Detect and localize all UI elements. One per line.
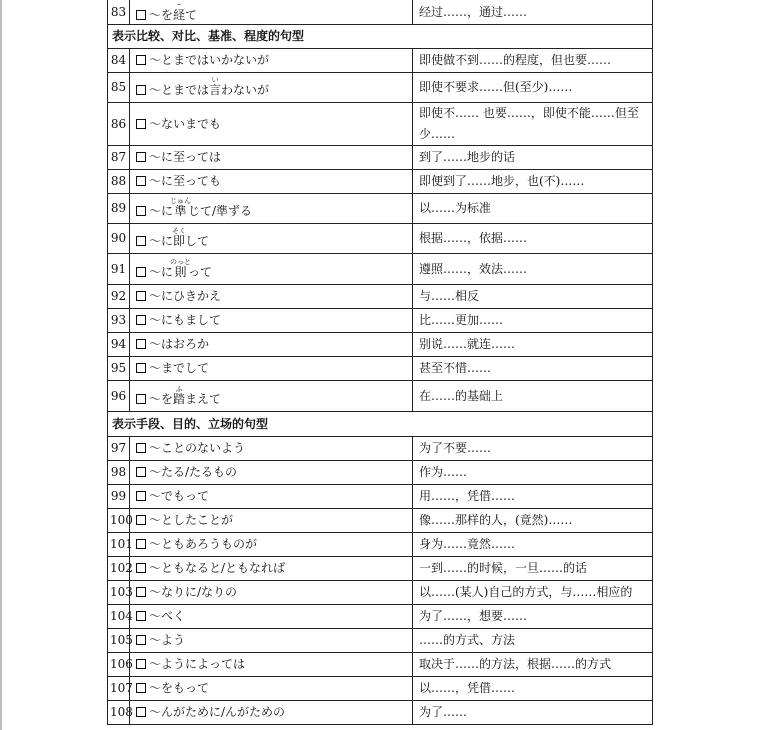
checkbox[interactable] — [136, 315, 146, 325]
checkbox[interactable] — [136, 152, 146, 162]
row-number: 107 — [108, 677, 130, 701]
meaning: 一到……的时候，一旦……的话 — [413, 557, 653, 581]
meaning: 经过……，通过…… — [413, 0, 653, 25]
table-row — [108, 677, 653, 701]
ruby-reading: そく — [172, 227, 187, 235]
row-number: 85 — [108, 73, 130, 103]
table-row — [108, 103, 653, 146]
table-row — [108, 285, 653, 309]
grammar-expression — [130, 605, 413, 629]
expression-text-tail: て — [185, 8, 198, 22]
table-row — [108, 381, 653, 412]
checkbox[interactable] — [136, 539, 146, 549]
table-row — [108, 485, 653, 509]
row-number: 84 — [108, 49, 130, 73]
row-number: 99 — [108, 485, 130, 509]
grammar-expression — [130, 333, 413, 357]
row-number: 101 — [108, 533, 130, 557]
grammar-expression — [130, 509, 413, 533]
grammar-expression — [130, 194, 413, 224]
table-row — [108, 509, 653, 533]
row-number: 103 — [108, 581, 130, 605]
table-row — [108, 309, 653, 333]
grammar-expression — [130, 103, 413, 146]
meaning: 为了不要…… — [413, 437, 653, 461]
checkbox[interactable] — [136, 119, 146, 129]
meaning: 与……相反 — [413, 285, 653, 309]
meaning: 即使做不到……的程度，但也要…… — [413, 49, 653, 73]
row-number: 102 — [108, 557, 130, 581]
expression-text: ～をもって — [149, 681, 210, 695]
ruby-reading: い — [209, 76, 222, 84]
expression-text: ～ともなると/ともなれば — [149, 561, 286, 575]
table-row — [108, 194, 653, 224]
checkbox[interactable] — [136, 85, 146, 95]
expression-text: ～にひきかえ — [149, 289, 222, 303]
section-header-row — [108, 25, 653, 49]
expression-text: ～はおろか — [149, 337, 210, 351]
table-row — [108, 73, 653, 103]
checkbox[interactable] — [136, 587, 146, 597]
expression-text-tail: まえて — [185, 391, 222, 406]
expression-text: ～に至っても — [149, 174, 222, 188]
grammar-expression — [130, 254, 413, 285]
expression-text: ～でもって — [149, 489, 210, 503]
expression-text: ～んがために/んがための — [149, 705, 286, 719]
grammar-expression — [130, 461, 413, 485]
grammar-expression — [130, 146, 413, 170]
meaning: 为了…… — [413, 701, 653, 725]
table-row — [108, 224, 653, 254]
page-left-edge — [0, 0, 2, 730]
ruby-base: 則 — [170, 264, 191, 279]
expression-ruby — [173, 384, 186, 406]
checkbox[interactable] — [136, 443, 146, 453]
row-number: 94 — [108, 333, 130, 357]
table-row — [108, 701, 653, 725]
table-row — [108, 333, 653, 357]
meaning: 以……为标准 — [413, 194, 653, 224]
ruby-base: 踏 — [173, 391, 186, 406]
checkbox[interactable] — [136, 55, 146, 65]
ruby-base: 即 — [172, 234, 187, 248]
row-number: 93 — [108, 309, 130, 333]
ruby-reading: のっと — [170, 257, 191, 266]
checkbox[interactable] — [136, 339, 146, 349]
meaning-line-1: 即使不…… 也要……，即使不能……但至 — [419, 106, 639, 120]
expression-text: ～たる/たるもの — [149, 465, 238, 479]
row-number: 83 — [108, 0, 130, 25]
expression-text: ～に — [149, 234, 174, 248]
row-number: 91 — [108, 254, 130, 285]
table-row — [108, 653, 653, 677]
meaning: 到了……地步的话 — [413, 146, 653, 170]
grammar-expression — [130, 73, 413, 103]
checkbox[interactable] — [136, 659, 146, 669]
expression-text-tail: って — [187, 264, 212, 279]
grammar-expression — [130, 49, 413, 73]
table-row — [108, 581, 653, 605]
table-row — [108, 49, 653, 73]
section-title: 表示比较、对比、基准、程度的句型 — [108, 25, 653, 49]
meaning: 以……(某人)自己的方式，与……相应的 — [413, 581, 653, 605]
grammar-expression — [130, 381, 413, 412]
expression-text: ～よう — [149, 633, 186, 647]
expression-text: ～としたことが — [149, 513, 234, 527]
expression-text: ～ないまでも — [149, 116, 222, 131]
row-number: 95 — [108, 357, 130, 381]
meaning: 即便到了……地步，也(不)…… — [413, 170, 653, 194]
row-number: 90 — [108, 224, 130, 254]
meaning: 像……那样的人，(竟然)…… — [413, 509, 653, 533]
meaning: ……的方式、方法 — [413, 629, 653, 653]
grammar-expression — [130, 0, 413, 25]
grammar-expression — [130, 485, 413, 509]
grammar-expression — [130, 357, 413, 381]
expression-text: ～ようによっては — [149, 657, 246, 671]
row-number: 106 — [108, 653, 130, 677]
checkbox[interactable] — [136, 394, 146, 404]
table-row — [108, 461, 653, 485]
meaning: 比……更加…… — [413, 309, 653, 333]
grammar-expression — [130, 701, 413, 725]
grammar-table-body — [108, 0, 653, 725]
grammar-expression — [130, 677, 413, 701]
expression-text-tail: じて/準ずる — [188, 204, 253, 218]
grammar-expression — [130, 653, 413, 677]
checkbox[interactable] — [136, 491, 146, 501]
ruby-reading: ふ — [173, 384, 186, 393]
grammar-expression — [130, 285, 413, 309]
checkbox[interactable] — [136, 176, 146, 186]
checkbox[interactable] — [136, 635, 146, 645]
checkbox[interactable] — [136, 515, 146, 525]
checkbox[interactable] — [136, 707, 146, 717]
expression-text: ～までして — [149, 361, 210, 375]
meaning: 取决于……的方法，根据……的方式 — [413, 653, 653, 677]
row-number: 104 — [108, 605, 130, 629]
ruby-base: 経 — [173, 8, 186, 22]
row-number: 89 — [108, 194, 130, 224]
meaning — [413, 103, 653, 146]
table-row — [108, 146, 653, 170]
table-row — [108, 357, 653, 381]
ruby-base: 準 — [170, 204, 191, 218]
meaning: 身为……竟然…… — [413, 533, 653, 557]
ruby-reading: ⌢ — [173, 0, 186, 8]
row-number: 98 — [108, 461, 130, 485]
checkbox[interactable] — [136, 206, 146, 216]
table-row — [108, 629, 653, 653]
checkbox[interactable] — [136, 236, 146, 246]
expression-ruby — [209, 76, 222, 97]
expression-text: ～に至っては — [149, 150, 222, 164]
grammar-expression — [130, 224, 413, 254]
meaning: 根据……，依据…… — [413, 224, 653, 254]
table-row — [108, 170, 653, 194]
ruby-reading: じゅん — [170, 197, 192, 205]
table-row — [108, 533, 653, 557]
expression-ruby — [170, 197, 192, 218]
checkbox[interactable] — [136, 267, 146, 277]
row-number: 88 — [108, 170, 130, 194]
checkbox[interactable] — [136, 10, 146, 20]
meaning: 在……的基础上 — [413, 381, 653, 412]
ruby-base: 言 — [209, 83, 222, 97]
table-row — [108, 254, 653, 285]
table-row — [108, 605, 653, 629]
expression-text-tail: して — [185, 234, 210, 248]
expression-text: ～ともあろうものが — [149, 537, 258, 551]
grammar-expression — [130, 170, 413, 194]
checkbox[interactable] — [136, 611, 146, 621]
table-row — [108, 557, 653, 581]
expression-text: ～に — [149, 264, 174, 279]
expression-ruby — [170, 257, 191, 279]
grammar-expression — [130, 557, 413, 581]
expression-text: ～に — [149, 204, 174, 218]
expression-text: ～とまではいかないが — [149, 53, 270, 67]
row-number: 96 — [108, 381, 130, 412]
grammar-expression — [130, 629, 413, 653]
meaning: 遵照……，效法…… — [413, 254, 653, 285]
row-number: 86 — [108, 103, 130, 146]
checkbox[interactable] — [136, 291, 146, 301]
expression-text-tail: わないが — [221, 83, 270, 97]
checkbox[interactable] — [136, 563, 146, 573]
expression-text: ～ことのないよう — [149, 441, 246, 455]
table-row — [108, 0, 653, 25]
grammar-expression — [130, 309, 413, 333]
expression-text: ～とまでは — [149, 83, 210, 97]
expression-text: ～べく — [149, 609, 186, 623]
row-number: 87 — [108, 146, 130, 170]
expression-text: ～なりに/なりの — [149, 585, 238, 599]
meaning: 即使不要求……但(至少)…… — [413, 73, 653, 103]
meaning: 以……，凭借…… — [413, 677, 653, 701]
row-number: 100 — [108, 509, 130, 533]
row-number: 105 — [108, 629, 130, 653]
checkbox[interactable] — [136, 683, 146, 693]
row-number: 92 — [108, 285, 130, 309]
grammar-table — [107, 0, 653, 725]
grammar-expression — [130, 533, 413, 557]
expression-ruby — [172, 227, 187, 248]
section-header-row — [108, 412, 653, 437]
meaning: 用……，凭借…… — [413, 485, 653, 509]
expression-text: ～にもまして — [149, 313, 222, 327]
meaning: 作为…… — [413, 461, 653, 485]
checkbox[interactable] — [136, 467, 146, 477]
expression-ruby — [173, 0, 186, 22]
checkbox[interactable] — [136, 363, 146, 373]
meaning-line-2: 少…… — [419, 127, 456, 141]
row-number: 108 — [108, 701, 130, 725]
grammar-expression — [130, 437, 413, 461]
meaning: 为了……，想要…… — [413, 605, 653, 629]
row-number: 97 — [108, 437, 130, 461]
expression-text: ～を — [149, 8, 174, 22]
grammar-expression — [130, 581, 413, 605]
expression-text: ～を — [149, 391, 174, 406]
section-title: 表示手段、目的、立场的句型 — [108, 412, 653, 437]
table-row — [108, 437, 653, 461]
meaning: 别说……就连…… — [413, 333, 653, 357]
meaning: 甚至不惜…… — [413, 357, 653, 381]
